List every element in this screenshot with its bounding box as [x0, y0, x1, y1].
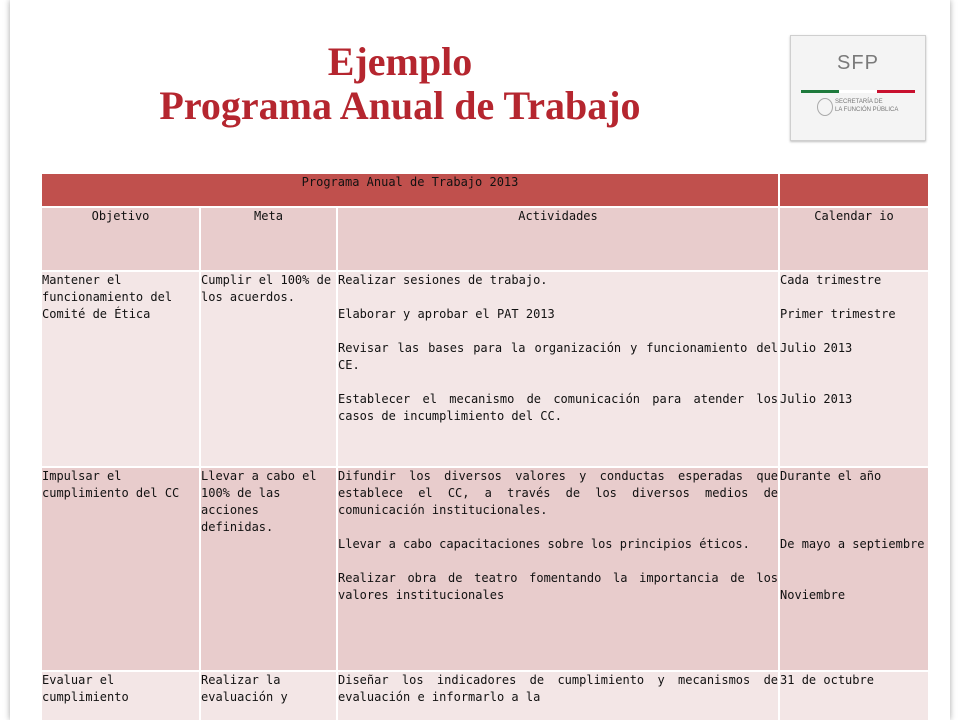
activity-text: Diseñar los indicadores de cumplimiento y mecanismos de evaluación e informarlo a la — [338, 673, 779, 704]
column-header-row — [41, 207, 929, 271]
table-title: Programa Anual de Trabajo 2013 — [41, 173, 779, 207]
col-header-meta: Meta — [200, 207, 337, 271]
calendar-text: Noviembre — [780, 588, 846, 602]
table-title-row — [41, 173, 929, 207]
activity-text: Realizar obra de teatro fomentando la importancia de los valores institucionales — [338, 571, 779, 602]
title-line-1: Ejemplo — [327, 39, 473, 84]
cell-objetivo: Impulsar el cumplimiento del CC — [41, 467, 200, 671]
cell-meta: Cumplir el 100% de los acuerdos. — [200, 271, 337, 467]
calendar-text: 31 de octubre — [780, 673, 874, 687]
activity-text: Revisar las bases para la organización y funcionamiento del CE. — [338, 341, 779, 372]
logo-sub-line-2: LA FUNCIÓN PÚBLICA — [835, 107, 899, 113]
activity-text: Difundir los diversos valores y conductas esperadas que establece el CC, a través de los diversos medios de comunicación institucionales. — [338, 469, 779, 517]
calendar-text: Julio 2013 — [780, 341, 853, 355]
logo-abbr: SFP — [837, 52, 879, 74]
col-header-objetivo: Objetivo — [41, 207, 200, 271]
calendar-text: Durante el año — [780, 469, 882, 483]
table-row — [41, 671, 929, 720]
cell-actividades — [337, 271, 779, 467]
table-title-empty-cell — [779, 173, 929, 207]
cell-actividades — [337, 467, 779, 671]
work-program-table — [40, 172, 930, 720]
table-row — [41, 271, 929, 467]
col-header-actividades: Actividades — [337, 207, 779, 271]
title-line-2: Programa Anual de Trabajo — [159, 83, 641, 128]
slide-title — [100, 40, 700, 128]
calendar-text: De mayo a septiembre — [780, 537, 925, 551]
cell-calendario — [779, 467, 929, 671]
activity-text: Llevar a cabo capacitaciones sobre los principios éticos. — [338, 537, 750, 551]
table-row — [41, 467, 929, 671]
cell-calendario — [779, 271, 929, 467]
col-header-calendario: Calendar io — [779, 207, 929, 271]
activity-text: Establecer el mecanismo de comunicación para atender los casos de incumplimiento del CC. — [338, 392, 779, 423]
logo-tricolor-line — [801, 90, 915, 93]
cell-meta: Realizar la evaluación y — [200, 671, 337, 720]
cell-actividades — [337, 671, 779, 720]
logo-sub-line-1: SECRETARÍA DE — [835, 99, 883, 105]
slide — [10, 0, 950, 720]
activity-text: Elaborar y aprobar el PAT 2013 — [338, 307, 555, 321]
calendar-text: Primer trimestre — [780, 307, 896, 321]
eagle-seal-icon — [817, 98, 833, 116]
sfp-logo — [790, 35, 926, 141]
cell-meta: Llevar a cabo el 100% de las acciones definidas. — [200, 467, 337, 671]
activity-text: Realizar sesiones de trabajo. — [338, 273, 548, 287]
calendar-text: Cada trimestre — [780, 273, 882, 287]
cell-objetivo: Mantener el funcionamiento del Comité de Ética — [41, 271, 200, 467]
cell-objetivo: Evaluar el cumplimiento — [41, 671, 200, 720]
logo-subtitle — [835, 98, 915, 114]
cell-calendario — [779, 671, 929, 720]
calendar-text: Julio 2013 — [780, 392, 853, 406]
